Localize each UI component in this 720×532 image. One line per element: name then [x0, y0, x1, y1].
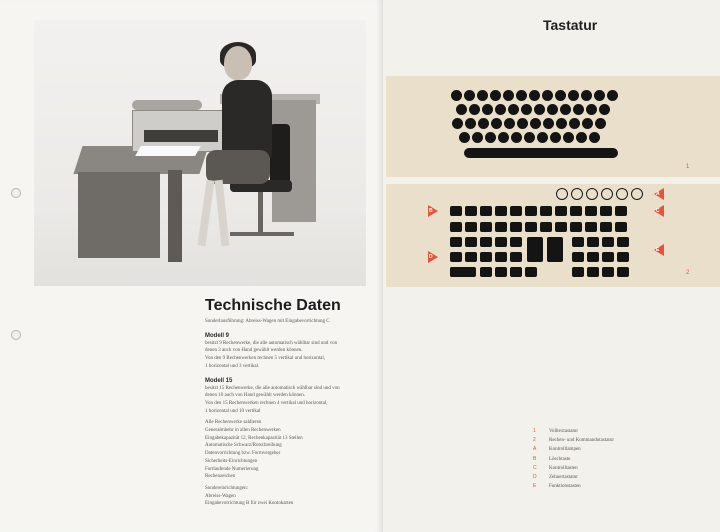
command-key — [495, 237, 507, 247]
command-key — [450, 252, 462, 262]
special-line: Abreiss-Wagen — [205, 493, 236, 499]
typewriter-key — [581, 90, 592, 101]
legend-item — [533, 436, 713, 445]
command-key — [450, 206, 462, 216]
command-key — [587, 237, 599, 247]
chair-base — [230, 232, 294, 236]
typewriter-key — [586, 104, 597, 115]
typewriter-key — [594, 90, 605, 101]
typewriter-key — [563, 132, 574, 143]
operator-skirt — [206, 150, 270, 184]
model9-line: Von den 9 Rechenwerken rechnen 5 vertikal und horizontal, — [205, 356, 326, 362]
command-key — [510, 222, 522, 232]
feature-line: Rechenzeichen — [205, 474, 236, 480]
model9-line: denen 3 auch von Hand gewählt werden können. — [205, 348, 303, 354]
legend-item — [533, 445, 713, 454]
panel-number: 2 — [686, 270, 690, 276]
typewriter-key — [534, 104, 545, 115]
command-key — [585, 206, 597, 216]
product-photo — [34, 20, 366, 286]
typewriter-key — [529, 90, 540, 101]
command-key — [480, 237, 492, 247]
command-key — [465, 252, 477, 262]
legend-item — [533, 427, 713, 436]
typewriter-key — [589, 132, 600, 143]
command-key — [572, 267, 584, 277]
typewriter-key — [542, 90, 553, 101]
typewriter-key — [508, 104, 519, 115]
command-key — [510, 252, 522, 262]
typewriter-key — [452, 118, 463, 129]
typewriter-key — [459, 132, 470, 143]
legend-item — [533, 455, 713, 464]
marker-a: A — [654, 188, 664, 200]
typewriter-key — [516, 90, 527, 101]
typewriter-key — [555, 90, 566, 101]
legend-code: 1 — [533, 428, 536, 434]
command-key — [465, 237, 477, 247]
legend-code: C — [533, 464, 537, 471]
machine-roll — [132, 100, 202, 110]
command-key — [585, 222, 597, 232]
command-key — [525, 267, 537, 277]
control-lamp — [601, 188, 613, 200]
legend-code: 2 — [533, 437, 536, 444]
feature-line: Sicherheits-Einrichtungen — [205, 458, 258, 464]
typewriter-key — [482, 104, 493, 115]
legend-code: E — [533, 483, 537, 490]
command-key — [602, 267, 614, 277]
punch-hole — [11, 188, 21, 198]
typewriter-key — [573, 104, 584, 115]
typewriter-key — [556, 118, 567, 129]
command-key — [495, 267, 507, 277]
model15-line: 1 horizontal und 10 vertikal — [205, 408, 261, 414]
desk-front — [78, 172, 160, 258]
technical-data-heading: Technische Daten — [205, 297, 341, 314]
command-key — [450, 222, 462, 232]
special-line: Eingabevorrichtung B für zwei Kontokarten — [205, 501, 294, 507]
command-key — [465, 206, 477, 216]
function-key — [450, 267, 476, 277]
technical-data-body — [205, 318, 377, 508]
typewriter-key — [599, 104, 610, 115]
typewriter-key — [607, 90, 618, 101]
model15-label: Modell 15 — [205, 377, 233, 384]
command-key — [495, 252, 507, 262]
typewriter-key — [576, 132, 587, 143]
command-key — [555, 206, 567, 216]
function-key — [547, 237, 563, 262]
command-key — [450, 237, 462, 247]
command-key — [587, 267, 599, 277]
typewriter-key — [524, 132, 535, 143]
command-key — [570, 206, 582, 216]
command-key — [480, 267, 492, 277]
feature-line: Eingabekapazität 12, Rechenkapazität 13 Stellen — [205, 435, 303, 441]
command-key — [495, 222, 507, 232]
legend-item — [533, 464, 713, 473]
marker-c: C — [654, 205, 664, 217]
command-key — [480, 222, 492, 232]
legend-item — [533, 473, 713, 482]
command-key — [525, 222, 537, 232]
typewriter-key — [477, 90, 488, 101]
typewriter-key — [569, 118, 580, 129]
operator-head — [224, 46, 252, 80]
operator-body — [222, 80, 272, 160]
typewriter-key — [560, 104, 571, 115]
punch-hole — [11, 330, 21, 340]
command-key — [480, 206, 492, 216]
machine-keyboard — [144, 130, 218, 142]
legend-text: Funktionstasten — [549, 484, 581, 490]
command-key — [525, 206, 537, 216]
typewriter-key — [517, 118, 528, 129]
paper-sheet — [135, 146, 201, 156]
marker-e: E — [654, 244, 664, 256]
command-key — [602, 252, 614, 262]
command-keyboard-panel — [386, 184, 720, 287]
typewriter-key — [472, 132, 483, 143]
model15-line: Von den 15 Rechenwerken rechnen 4 vertikal und horizontal, — [205, 400, 328, 406]
typewriter-key — [491, 118, 502, 129]
keyboard-legend — [533, 427, 713, 491]
command-key — [570, 222, 582, 232]
legend-text: Kontrolltasten — [549, 465, 578, 471]
typewriter-key — [595, 118, 606, 129]
control-lamp — [556, 188, 568, 200]
command-key — [602, 237, 614, 247]
model15-line: besitzt 15 Rechenwerke, die alle automatisch wählbar sind und von — [205, 385, 340, 391]
desk-leg — [168, 170, 182, 262]
panel-number: 1 — [686, 164, 690, 170]
command-key — [495, 206, 507, 216]
control-lamp — [616, 188, 628, 200]
marker-d: D — [428, 251, 438, 263]
model9-line: besitzt 9 Rechenwerke, die alle automatisch wählbar sind und von — [205, 340, 338, 346]
command-key — [617, 252, 629, 262]
typewriter-key — [537, 132, 548, 143]
typewriter-key — [456, 104, 467, 115]
command-key — [465, 222, 477, 232]
command-key — [540, 222, 552, 232]
typewriter-key — [543, 118, 554, 129]
feature-line: Generalmbehr in allen Rechenwerken — [205, 428, 281, 434]
typewriter-key — [582, 118, 593, 129]
typewriter-key — [451, 90, 462, 101]
typewriter-key — [495, 104, 506, 115]
command-key — [510, 237, 522, 247]
command-key — [617, 267, 629, 277]
intro-line: Sonderlausführung: Abreiss-Wagen mit Eingabevorrichtung C — [205, 319, 330, 324]
typewriter-key — [485, 132, 496, 143]
legend-text: Rechen- und Kommandotastatur — [549, 438, 614, 444]
command-key — [480, 252, 492, 262]
marker-b: B — [428, 205, 438, 217]
command-key — [617, 237, 629, 247]
command-key — [587, 252, 599, 262]
feature-line: Fortlaufende Numerierung — [205, 466, 259, 472]
legend-text: Löschtaste — [549, 456, 571, 462]
typewriter-key — [568, 90, 579, 101]
typewriter-keyboard-panel — [386, 76, 720, 177]
command-key — [572, 252, 584, 262]
legend-code: D — [533, 474, 537, 481]
keyboard-heading: Tastatur — [543, 17, 598, 33]
legend-code: B — [533, 455, 537, 462]
control-lamp — [571, 188, 583, 200]
control-lamp — [586, 188, 598, 200]
legend-text: Volltextastatur — [549, 429, 579, 434]
command-key — [615, 206, 627, 216]
command-key — [555, 222, 567, 232]
command-key — [572, 237, 584, 247]
legend-item — [533, 482, 713, 491]
command-key — [510, 267, 522, 277]
model9-line: 1 horizontal und 3 vertikal. — [205, 363, 260, 369]
typewriter-key — [498, 132, 509, 143]
typewriter-key — [521, 104, 532, 115]
control-lamp — [631, 188, 643, 200]
command-key — [615, 222, 627, 232]
typewriter-key — [465, 118, 476, 129]
legend-code: A — [533, 446, 537, 453]
legend-text: Zehnertastatur — [549, 475, 578, 481]
chair-post — [258, 192, 263, 232]
model15-line: denen 10 auch von Hand gewählt werden können. — [205, 393, 305, 399]
typewriter-key — [547, 104, 558, 115]
typewriter-key — [478, 118, 489, 129]
typewriter-key — [490, 90, 501, 101]
chair-back — [270, 124, 290, 184]
typewriter-key — [530, 118, 541, 129]
typewriter-key — [464, 90, 475, 101]
operator-leg — [197, 180, 214, 246]
command-key — [600, 222, 612, 232]
typewriter-key — [550, 132, 561, 143]
typewriter-key — [503, 90, 514, 101]
function-key — [527, 237, 543, 262]
model9-label: Modell 9 — [205, 332, 230, 339]
typewriter-key — [504, 118, 515, 129]
command-key — [600, 206, 612, 216]
legend-text: Kontrolllampen — [549, 447, 581, 453]
feature-line: Alle Rechenwerke saldieren — [205, 420, 262, 426]
typewriter-key — [469, 104, 480, 115]
command-key — [540, 206, 552, 216]
operator-leg — [215, 180, 230, 246]
space-bar — [464, 148, 618, 158]
feature-line: Datenvorrichtung bzw. Formvergeber — [205, 451, 281, 457]
command-key — [510, 206, 522, 216]
typewriter-key — [511, 132, 522, 143]
special-line: Sondereinrichtungen: — [205, 485, 249, 491]
feature-line: Automatische Schwarz/Rotschreibung — [205, 443, 282, 449]
